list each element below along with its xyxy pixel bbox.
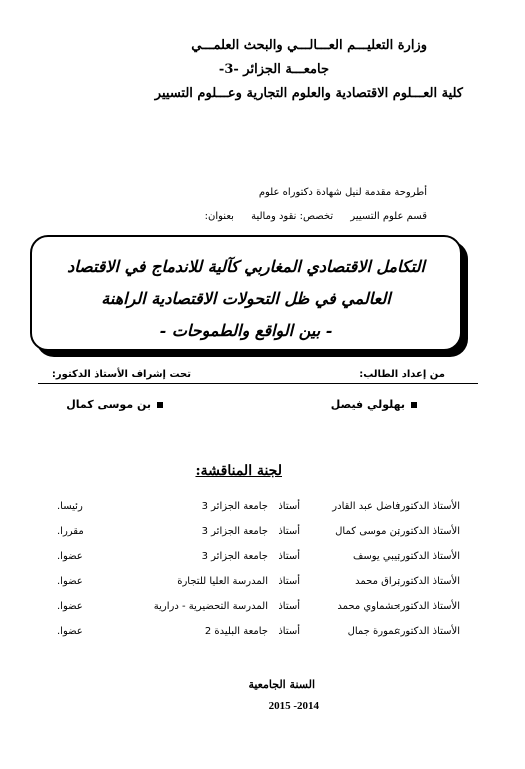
member-name: عمورة جمال — [347, 626, 400, 637]
member-title: الأستاذ الدكتور: — [397, 501, 460, 512]
student-label: من إعداد الطالب: — [359, 369, 445, 380]
member-title: الأستاذ الدكتور: — [397, 601, 460, 612]
member-institution: جامعة الجزائر 3 — [201, 501, 268, 512]
thesis-subtitle: أطروحة مقدمة لنيل شهادة دكتوراه علوم — [258, 187, 427, 198]
committee-member-row — [55, 545, 460, 570]
member-rank: أستاذ — [278, 526, 300, 537]
member-name: بن موسى كمال — [335, 526, 400, 537]
student-name-item — [331, 398, 417, 411]
dept-line — [191, 211, 427, 222]
supervisor-name-item — [66, 398, 163, 411]
member-name: حشماوي محمد — [337, 601, 400, 612]
ministry-name: وزارة التعليـــم العـــالـــي والبحث العلمـــي — [191, 38, 427, 53]
member-name: براق محمد — [355, 576, 400, 587]
university-name: جامعـــة الجزائر -3- — [218, 62, 329, 77]
member-rank: أستاذ — [278, 601, 300, 612]
member-name: بيبي يوسف — [352, 551, 400, 562]
thesis-title-line-2: العالمي في ظل التحولات الاقتصادية الراهنة — [101, 289, 391, 308]
divider — [38, 383, 478, 384]
thesis-title-line-1: التكامل الاقتصادي المغاربي كآلية للاندماج في الاقتصاد — [67, 257, 425, 276]
department: قسم علوم التسيير — [350, 211, 427, 222]
member-role: عضوا. — [57, 601, 83, 612]
supervisor-label: تحت إشراف الأستاذ الدكتور: — [51, 369, 191, 380]
specialization: تخصص: نقود ومالية — [251, 211, 334, 222]
committee-member-row — [55, 595, 460, 620]
member-title: الأستاذ الدكتور: — [397, 551, 460, 562]
thesis-title-line-3: - بين الواقع والطموحات - — [159, 321, 333, 340]
member-title: الأستاذ الدكتور: — [397, 576, 460, 587]
committee-member-row — [55, 620, 460, 645]
member-role: رئيسا. — [57, 501, 83, 512]
member-title: الأستاذ الدكتور: — [397, 526, 460, 537]
member-title: الأستاذ الدكتور: — [397, 626, 460, 637]
bullet-icon — [411, 402, 417, 408]
thesis-title-box — [30, 235, 462, 351]
member-institution: جامعة الجزائر 3 — [201, 526, 268, 537]
committee-member-row — [55, 520, 460, 545]
member-role: عضوا. — [57, 576, 83, 587]
member-rank: أستاذ — [278, 626, 300, 637]
student-name: بهلولي فيصل — [330, 398, 405, 411]
bullet-icon — [157, 402, 163, 408]
member-name: فاضل عبد القادر — [332, 501, 400, 512]
academic-year: 2015 -2014 — [268, 700, 319, 712]
member-institution: جامعة البليدة 2 — [204, 626, 268, 637]
member-role: مقررا. — [57, 526, 84, 537]
committee-member-row — [55, 495, 460, 520]
academic-year-label: السنة الجامعية — [248, 678, 315, 691]
member-institution: جامعة الجزائر 3 — [201, 551, 268, 562]
member-rank: أستاذ — [278, 551, 300, 562]
member-role: عضوا. — [57, 626, 83, 637]
supervisor-name: بن موسى كمال — [66, 398, 151, 411]
member-institution: المدرسة التحضيرية - درارية — [153, 601, 268, 612]
committee-table — [55, 495, 460, 645]
member-institution: المدرسة العليا للتجارة — [177, 576, 268, 587]
entitled-label: بعنوان: — [204, 211, 234, 222]
committee-member-row — [55, 570, 460, 595]
member-rank: أستاذ — [278, 576, 300, 587]
member-rank: أستاذ — [278, 501, 300, 512]
committee-heading: لجنة المناقشة: — [195, 463, 282, 479]
faculty-name: كلية العـــلوم الاقتصادية والعلوم التجارية وعـــلوم التسيير — [154, 86, 463, 101]
member-role: عضوا. — [57, 551, 83, 562]
